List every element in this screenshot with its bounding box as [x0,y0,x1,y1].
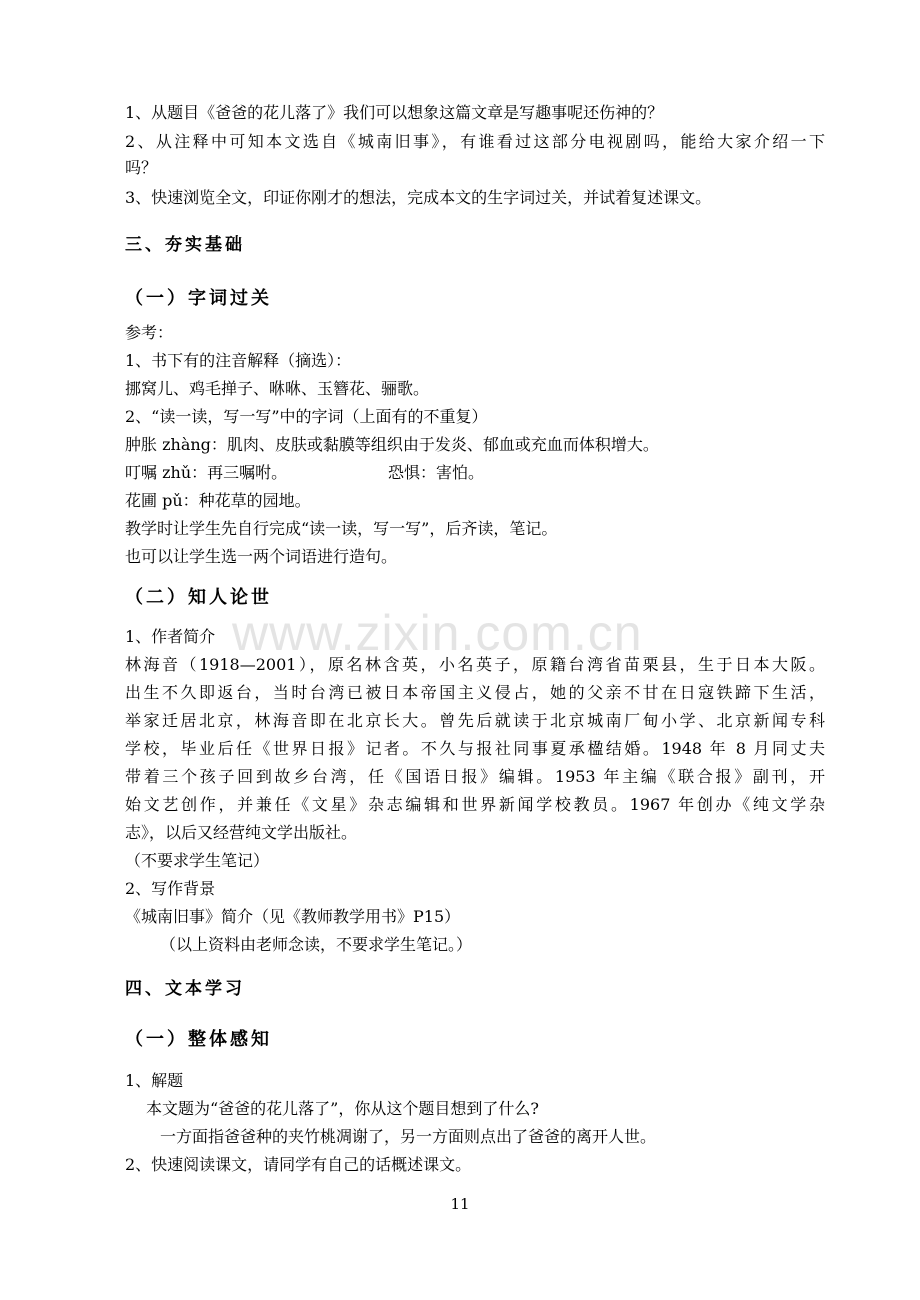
item-title: 1、解题 [125,1071,184,1090]
section-3-sub-2-heading: （二）知人论世 [125,587,272,608]
intro-question-3: 3、快速浏览全文，印证你刚才的想法，完成本文的生字词过关，并试着复述课文。 [125,188,712,207]
vocab-line: 肿胀 zhàng：肌肉、皮肤或黏膜等组织由于发炎、郁血或充血而体积增大。 [125,435,659,454]
bio-line: 带着三个孩子回到故乡台湾，任《国语日报》编辑。1953 年主编《联合报》副刊，开 [125,767,825,786]
bio-line: 出生不久即返台，当时台湾已被日本帝国主义侵占，她的父亲不甘在日寇铁蹄下生活， [125,683,825,702]
section-4-sub-1-heading: （一）整体感知 [125,1029,272,1050]
bio-line: 举家迁居北京，林海音即在北京长大。曾先后就读于北京城南厂甸小学、北京新闻专科 [125,711,825,730]
vocab-term-1: 叮嘱 zhǔ：再三嘱咐。 [125,463,288,482]
bio-line: 始文艺创作，并兼任《文星》杂志编辑和世界新闻学校教员。1967 年创办《纯文学杂 [125,795,825,814]
intro-question-1: 1、从题目《爸爸的花儿落了》我们可以想象这篇文章是写趣事呢还伤神的？ [125,103,664,122]
answer-text: 一方面指爸爸种的夹竹桃凋谢了，另一方面则点出了爸爸的离开人世。 [160,1127,657,1146]
vocab-line: 挪窝儿、鸡毛掸子、咻咻、玉簪花、骊歌。 [125,379,430,398]
note-teacher-read: （以上资料由老师念读，不要求学生笔记。） [160,935,473,954]
background-title: 2、写作背景 [125,879,216,898]
section-3-heading: 三、夯实基础 [125,235,245,255]
question-text: 本文题为“爸爸的花儿落了”，你从这个题目想到了什么? [146,1099,539,1118]
intro-question-2-cont: 吗？ [125,158,158,177]
author-title: 1、作者简介 [125,627,216,646]
bio-line-last: 志》，以后又经营纯文学出版社。 [125,823,358,842]
vocab-line: 花圃 pǔ：种花草的园地。 [125,491,311,510]
watermark: www.zixin.com.cn [232,605,643,661]
bio-line: 林海音（1918—2001），原名林含英，小名英子，原籍台湾省苗栗县，生于日本大阪。 [125,655,825,674]
section-4-heading: 四、文本学习 [125,979,245,999]
item-title: 2、快速阅读课文，请同学有自己的话概述课文。 [125,1155,472,1174]
note-no-notes: （不要求学生笔记） [125,851,270,870]
bio-line: 学校，毕业后任《世界日报》记者。不久与报社同事夏承楹结婚。1948 年 8 月同丈夫 [125,739,825,758]
vocab-term-2: 恐惧：害怕。 [388,463,485,482]
vocab-line: 1、书下有的注音解释（摘选）： [125,351,352,370]
section-3-sub-1-heading: （一）字词过关 [125,288,272,309]
vocab-line: 参考： [125,323,174,342]
vocab-line: 教学时让学生先自行完成“读一读，写一写”，后齐读，笔记。 [125,519,558,538]
background-text: 《城南旧事》简介（见《教师教学用书》P15） [125,907,461,926]
intro-question-2: 2、从注释中可知本文选自《城南旧事》，有谁看过这部分电视剧吗，能给大家介绍一下 [125,132,825,151]
vocab-line-pair [125,460,825,486]
vocab-line: 2、“读一读，写一写”中的字词（上面有的不重复） [125,407,488,426]
page-number: 11 [450,1195,470,1213]
vocab-line: 也可以让学生选一两个词语进行造句。 [125,547,398,566]
